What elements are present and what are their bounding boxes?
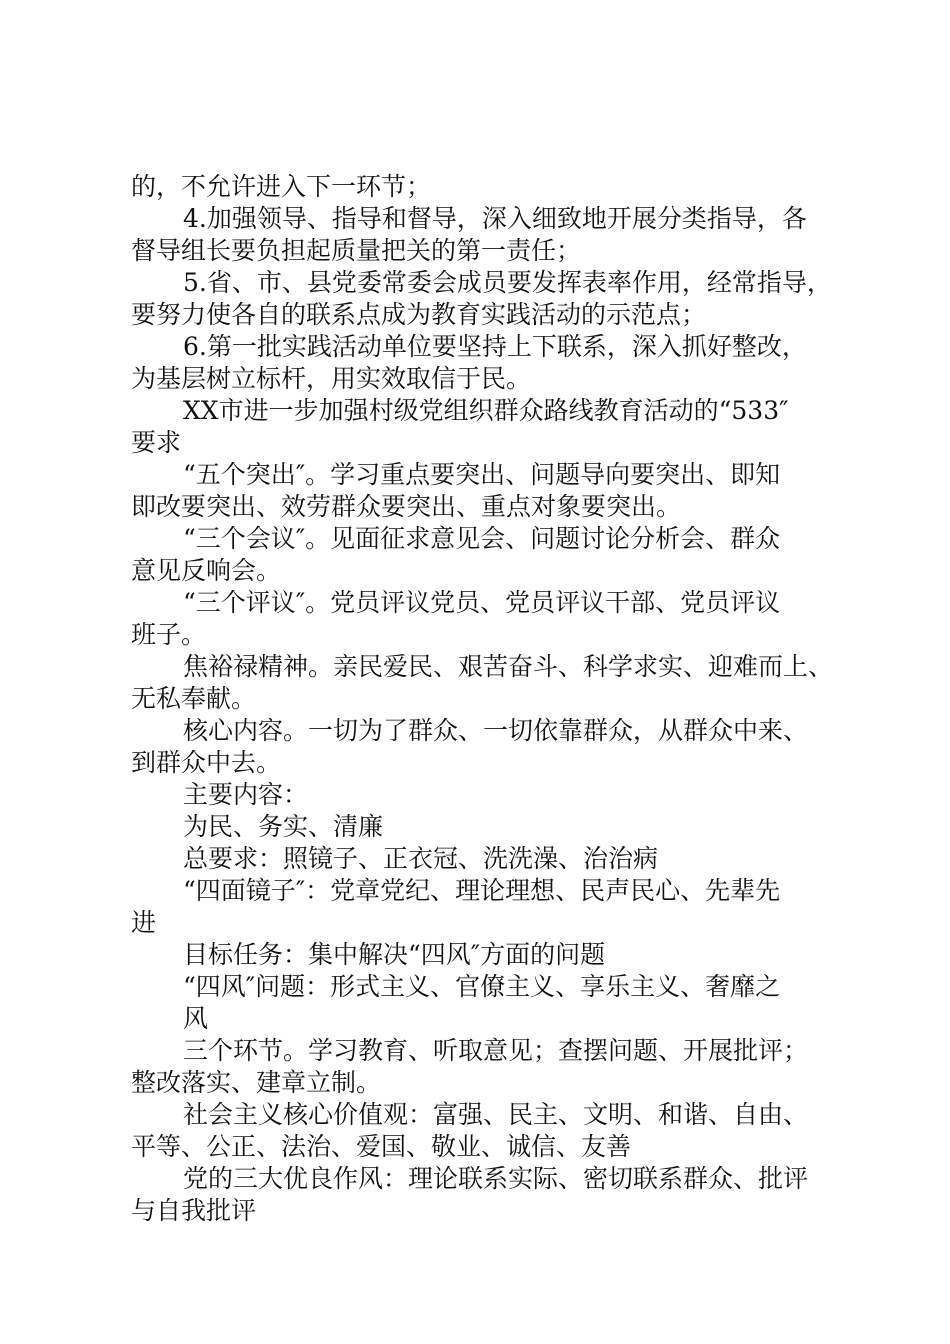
text-line: 的，不允许进入下一环节； [131, 172, 432, 201]
text-line: 到群众中去。 [131, 748, 282, 777]
text-line: “四面镜子″：党章党纪、理论理想、民声民心、先辈先 [183, 876, 781, 905]
paragraph [131, 171, 831, 203]
text-line: 督导组长要负担起质量把关的第一责任； [131, 236, 582, 265]
paragraph [131, 779, 831, 811]
text-line: 主要内容： [183, 780, 309, 809]
paragraph [131, 843, 831, 875]
paragraph [131, 459, 831, 523]
text-line: 社会主义核心价值观：富强、民主、文明、和谐、自由、 [183, 1100, 809, 1129]
paragraph [131, 811, 831, 843]
text-line: “三个会议″。见面征求意见会、问题讨论分析会、群众 [183, 524, 781, 553]
paragraph [131, 875, 831, 939]
text-line: 与自我批评 [131, 1196, 257, 1225]
paragraph [131, 523, 831, 587]
text-line: 班子。 [131, 620, 207, 649]
text-line: 要求 [131, 428, 182, 457]
text-line: 平等、公正、法治、爱国、敬业、诚信、友善 [131, 1132, 632, 1161]
text-line: 4.加强领导、指导和督导，深入细致地开展分类指导，各 [183, 204, 807, 233]
text-line: 为民、务实、清廉 [183, 812, 384, 841]
text-line: 进 [131, 908, 157, 937]
text-line: 目标任务：集中解决“四风″方面的问题 [183, 940, 606, 969]
paragraph [131, 331, 831, 395]
text-line: “五个突出″。学习重点要突出、问题导向要突出、即知 [183, 460, 781, 489]
text-line: 无私奉献。 [131, 684, 257, 713]
text-line: 总要求：照镜子、正衣冠、洗洗澡、治治病 [183, 844, 659, 873]
paragraph [131, 395, 831, 459]
text-line: 为基层树立标杆，用实效取信于民。 [131, 364, 532, 393]
text-line: XX市进一步加强村级党组织群众路线教育活动的“533″ [183, 396, 789, 425]
text-line: 6.第一批实践活动单位要坚持上下联系，深入抓好整改， [183, 332, 807, 361]
paragraph [131, 1163, 831, 1227]
text-line: 焦裕禄精神。亲民爱民、艰苦奋斗、科学求实、迎难而上、 [183, 652, 834, 681]
paragraph [131, 267, 831, 331]
text-line: 三个环节。学习教育、听取意见；查摆问题、开展批评； [183, 1036, 809, 1065]
text-line: 核心内容。一切为了群众、一切依靠群众，从群众中来、 [183, 716, 809, 745]
text-line: 即改要突出、效劳群众要突出、重点对象要突出。 [131, 492, 682, 521]
document-body [131, 171, 834, 1227]
paragraph [131, 587, 831, 651]
paragraph [131, 1099, 831, 1163]
text-line: 风 [183, 1004, 209, 1033]
text-line: “四风″问题：形式主义、官僚主义、享乐主义、奢靡之 [183, 972, 781, 1001]
text-line: 要努力使各自的联系点成为教育实践活动的示范点； [131, 300, 707, 329]
text-line: 整改落实、建章立制。 [131, 1068, 382, 1097]
paragraph [131, 203, 831, 267]
text-line: 意见反响会。 [131, 556, 282, 585]
text-line: 5.省、市、县党委常委会成员要发挥表率作用，经常指导， [183, 268, 832, 297]
paragraph [131, 1035, 831, 1099]
text-line: “三个评议″。党员评议党员、党员评议干部、党员评议 [183, 588, 781, 617]
text-line: 党的三大优良作风：理论联系实际、密切联系群众、批评 [183, 1164, 809, 1193]
paragraph [131, 651, 834, 715]
paragraph [131, 715, 831, 779]
paragraph [131, 939, 831, 971]
paragraph [131, 971, 831, 1035]
